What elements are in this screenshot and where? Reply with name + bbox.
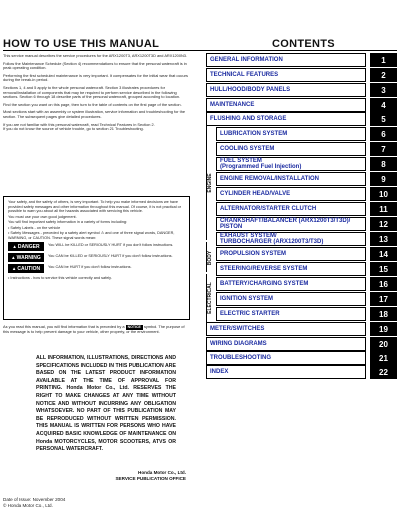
safety-item: • Safety Labels - on the vehicle <box>8 225 61 230</box>
toc-item-alternator-starter-clutch[interactable] <box>206 201 397 217</box>
section-number: 16 <box>370 277 397 291</box>
section-number: 3 <box>370 83 397 97</box>
section-number: 19 <box>370 322 397 336</box>
intro-paragraph: If you are not familiar with this personal watercraft, read Technical Features in Section 2. <box>3 121 155 127</box>
toc-label: PROPULSION SYSTEM <box>216 247 366 261</box>
section-number: 8 <box>370 157 397 171</box>
section-number: 12 <box>370 217 397 231</box>
toc-item-flushing-and-storage[interactable] <box>206 111 397 127</box>
section-number: 4 <box>370 98 397 112</box>
safety-intro: Your safety, and the safety of others, is very important. To help you make informed decisions we have provided safety messages and other information throughout this manual. Of course, it is not practical or possible to warn you about all the hazards associated with servicing this vehicle. <box>8 200 182 213</box>
alert-icon: ▲ <box>12 244 17 249</box>
intro-paragraph: This service manual describes the service procedures for the ARX1200T3, ARX1200T3D and ARX1200N3. <box>3 53 188 58</box>
section-number: 21 <box>370 351 397 365</box>
toc-item-fuel-system[interactable] <box>206 156 397 172</box>
caution-text: You CAN be HURT if you don't follow instructions. <box>48 264 132 269</box>
danger-badge: ▲DANGER <box>8 242 44 251</box>
manual-title: HOW TO USE THIS MANUAL <box>3 38 160 50</box>
toc-label: ENGINE REMOVAL/INSTALLATION <box>216 172 366 186</box>
section-number: 17 <box>370 292 397 306</box>
toc-item-exhaust-system-turbocharger[interactable] <box>206 231 397 247</box>
warning-badge: ▲WARNING <box>8 253 44 262</box>
safety-judgment: You must use your own good judgement. <box>8 214 77 219</box>
toc-item-cooling-system[interactable] <box>206 141 397 157</box>
toc-label: WIRING DIAGRAMS <box>206 337 366 351</box>
warning-row <box>8 253 185 262</box>
danger-row <box>8 242 185 251</box>
toc-label: FLUSHING AND STORAGE <box>206 112 366 126</box>
toc-label: ALTERNATOR/STARTER CLUTCH <box>216 202 366 216</box>
section-number: 15 <box>370 262 397 276</box>
toc-label: COOLING SYSTEM <box>216 142 366 156</box>
intro-paragraph: Most sections start with an assembly or system illustration, service information and troubleshooting for the section. The subsequent pages give detailed procedures. <box>3 109 186 119</box>
section-number: 18 <box>370 307 397 321</box>
body-group-label: BODY <box>207 250 213 266</box>
notice-note-before: As you read this manual, you will find information that is preceded by a <box>3 324 125 329</box>
notice-badge: NOTICE <box>127 325 141 329</box>
notice-note-after: symbol. The purpose of this message is to help prevent damage to your vehicle, other property, or the environment. <box>3 324 185 334</box>
toc-item-general-information[interactable] <box>206 52 397 68</box>
section-number: 13 <box>370 232 397 246</box>
section-number: 22 <box>370 365 397 379</box>
footer <box>3 497 65 509</box>
safety-item: • Instructions - how to service this vehicle correctly and safely. <box>8 276 112 280</box>
toc-label: METER/SWITCHES <box>206 322 366 336</box>
toc-label: FUEL SYSTEM (Programmed Fuel Injection) <box>216 157 366 171</box>
toc-label: MAINTENANCE <box>206 98 366 112</box>
toc-label: IGNITION SYSTEM <box>216 292 366 306</box>
danger-text: You WILL be KILLED or SERIOUSLY HURT if you don't follow instructions. <box>48 242 174 247</box>
caution-row <box>8 264 185 273</box>
safety-box <box>3 196 190 320</box>
alert-icon: ▲ <box>11 266 17 271</box>
section-number: 11 <box>370 202 397 216</box>
intro-paragraph: Find the section you want on this page, then turn to the table of contents on the first page of the section. <box>3 101 182 107</box>
legal-notice: ALL INFORMATION, ILLUSTRATIONS, DIRECTIONS AND SPECIFICATIONS INCLUDED IN THIS PUBLICATION ARE BASED ON THE LATEST PRODUCT INFORMATION AVAILABLE AT THE TIME OF APPROVAL FOR PRINTING. Honda Motor Co., Ltd. RESERVES THE RIGHT TO MAKE CHANGES AT ANY TIME WITHOUT NOTICE AND WITHOUT INCURRING ANY OBLIGATION WHATSOEVER. NO PART OF THIS PUBLICATION MAY BE REPRODUCED WITHOUT WRITTEN PERMISSION. THIS MANUAL IS WRITTEN FOR PERSONS WHO HAVE ACQUIRED BASIC KNOWLEDGE OF MAINTENANCE ON Honda MOTORCYCLES, MOTOR SCOOTERS, ATVS OR PERSONAL WATERCRAFT. <box>36 355 176 453</box>
toc-label: BATTERY/CHARGING SYSTEM <box>216 277 366 291</box>
intro-paragraph: Performing the first scheduled maintenance is very important. It compensates for the initial wear that occurs during the break-in period. <box>3 72 188 83</box>
intro-paragraph: If you do not know the source of vehicle trouble, go to section 21 Troubleshooting. <box>3 126 144 132</box>
section-number: 9 <box>370 172 397 186</box>
toc-item-propulsion-system[interactable] <box>206 246 397 262</box>
safety-item: • Safety Messages - preceded by a safety alert symbol ⚠ and one of three signal words, DANGER, WARNING, or CAUTION. These signal words mean: <box>8 231 175 240</box>
company-office: SERVICE PUBLICATION OFFICE <box>115 476 186 481</box>
toc-item-electric-starter[interactable] <box>206 306 397 322</box>
toc-label: CRANKSHAFT/BALANCER (ARX1200T3/T3D)/ PISTON <box>216 217 366 231</box>
section-number: 6 <box>370 127 397 141</box>
toc-label: EXHAUST SYSTEM/ TURBOCHARGER (ARX1200T3/T3D) <box>216 232 366 246</box>
engine-group-label: ENGINE <box>207 173 213 193</box>
section-number: 1 <box>370 53 397 67</box>
section-number: 7 <box>370 142 397 156</box>
toc-item-ignition-system[interactable] <box>206 291 397 307</box>
toc-label: TECHNICAL FEATURES <box>206 68 366 82</box>
company-name: Honda Motor Co., Ltd. <box>138 470 186 475</box>
contents-title: CONTENTS <box>272 38 335 50</box>
toc-item-crankshaft-balancer-piston[interactable] <box>206 216 397 232</box>
issue-date: Date of Issue: November 2004 <box>3 497 66 502</box>
toc-item-hull-hood-body-panels[interactable] <box>206 82 397 98</box>
header-rule <box>3 50 397 51</box>
toc-label: CYLINDER HEAD/VALVE <box>216 187 366 201</box>
section-number: 2 <box>370 68 397 82</box>
alert-icon: ▲ <box>11 255 16 260</box>
safety-forms: You will find important safety information in a variety of forms including: <box>8 220 128 224</box>
section-number: 10 <box>370 187 397 201</box>
toc-item-meter-switches[interactable] <box>206 321 397 337</box>
toc-item-steering-reverse-system[interactable] <box>206 261 397 277</box>
section-number: 5 <box>370 112 397 126</box>
section-number: 14 <box>370 247 397 261</box>
toc-item-technical-features[interactable] <box>206 67 397 83</box>
toc-item-lubrication-system[interactable] <box>206 126 397 142</box>
toc-label: STEERING/REVERSE SYSTEM <box>216 262 366 276</box>
intro-paragraph: Follow the Maintenance Schedule (Section 4) recommendations to ensure that the personal watercraft is in peak operating condition. <box>3 60 187 71</box>
toc-item-engine-removal-installation[interactable] <box>206 171 397 187</box>
toc-label: HULL/HOOD/BODY PANELS <box>206 83 366 97</box>
copyright: © Honda Motor Co., Ltd. <box>3 503 53 508</box>
toc-label: INDEX <box>206 365 366 379</box>
toc-item-battery-charging-system[interactable] <box>206 276 397 292</box>
toc-item-index[interactable] <box>206 364 397 380</box>
toc-label: GENERAL INFORMATION <box>206 53 366 67</box>
toc-label: LUBRICATION SYSTEM <box>216 127 366 141</box>
toc-item-cylinder-head-valve[interactable] <box>206 186 397 202</box>
intro-paragraph: Sections 1, 4 and 5 apply to the whole personal watercraft. Section 3 illustrates procedures for removal/installation of components that may be required to perform service described in the following sections. Section 6 through 18 describe parts of the personal watercraft, grouped according to location. <box>3 84 181 100</box>
toc-label: TROUBLESHOOTING <box>206 351 366 365</box>
toc-label: ELECTRIC STARTER <box>216 307 366 321</box>
caution-badge: ▲CAUTION <box>8 264 44 273</box>
company-block <box>3 470 186 482</box>
electrical-group-label: ELECTRICAL <box>207 282 213 314</box>
warning-text: You CAN be KILLED or SERIOUSLY HURT if you don't follow instructions. <box>48 253 173 258</box>
intro-text <box>3 54 190 135</box>
notice-symbol-note <box>3 325 190 334</box>
section-number: 20 <box>370 337 397 351</box>
